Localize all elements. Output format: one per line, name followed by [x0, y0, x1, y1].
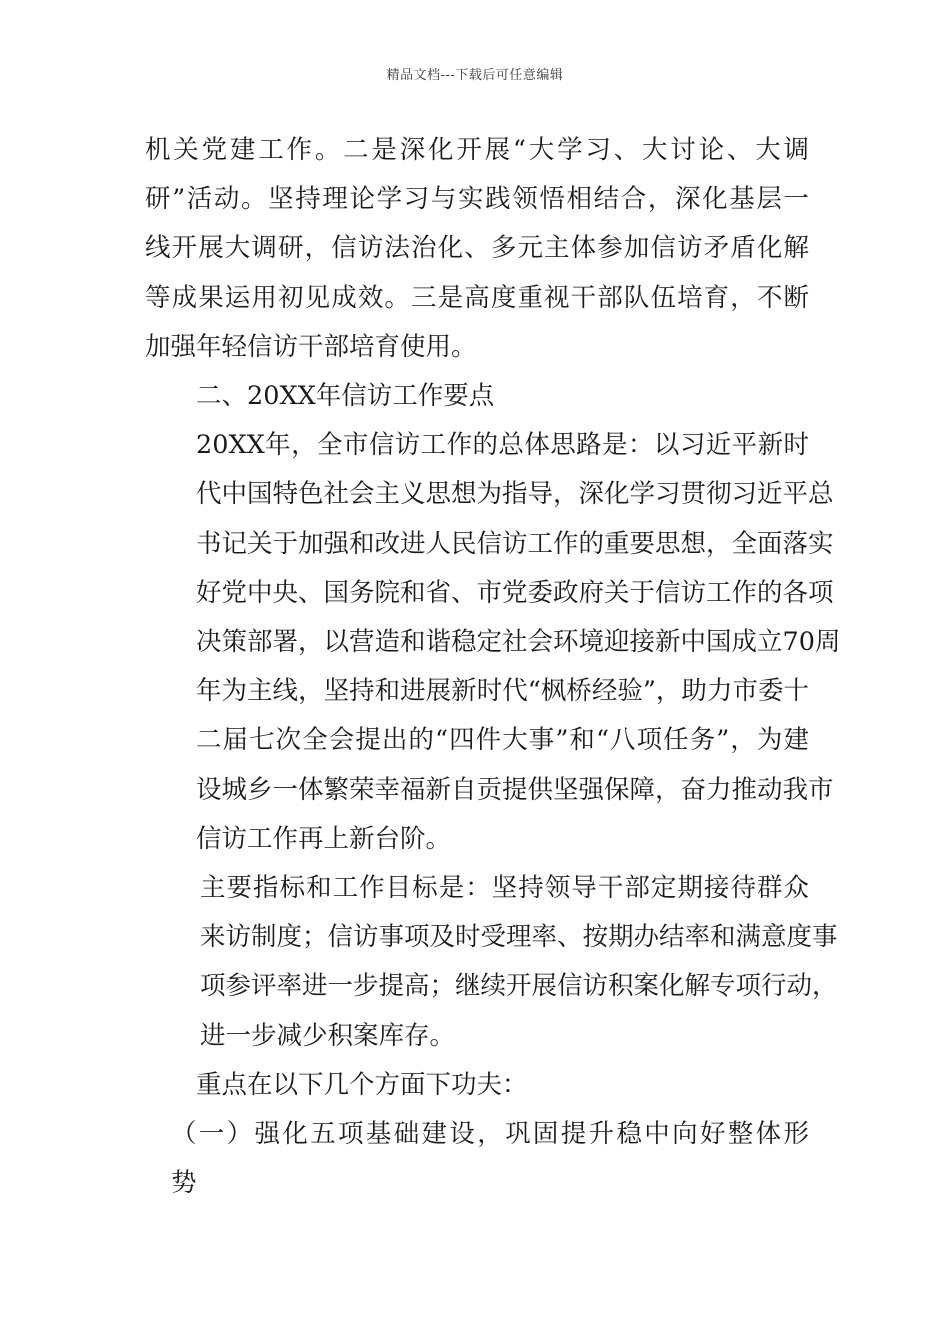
text-line: 进一步减少积案库存。 [200, 1020, 456, 1051]
paragraph [145, 1110, 809, 1208]
text-line: 年为主线，坚持和进展新时代“枫桥经验”，助力市委十 [196, 676, 809, 707]
text-line: 研”活动。坚持理论学习与实践领悟相结合，深化基层一 [145, 184, 809, 215]
text-line: 代中国特色社会主义思想为指导，深化学习贯彻习近平总 [196, 479, 834, 510]
text-line: 决策部署，以营造和谐稳定社会环境迎接新中国成立70周 [196, 627, 841, 658]
text-line: 二、20XX年信访工作要点 [196, 381, 495, 412]
page-header: 精品文档---下载后可任意编辑 [386, 68, 564, 83]
paragraph [145, 864, 838, 1061]
document-body [145, 126, 841, 1208]
text-line: 线开展大调研，信访法治化、多元主体参加信访矛盾化解 [145, 233, 809, 264]
text-line: 主要指标和工作目标是：坚持领导干部定期接待群众 [200, 873, 809, 904]
text-line: 信访工作再上新台阶。 [196, 823, 452, 854]
text-line: 书记关于加强和改进人民信访工作的重要思想，全面落实 [196, 528, 834, 559]
text-line: 设城乡一体繁荣幸福新自贡提供坚强保障，奋力推动我市 [196, 774, 834, 805]
paragraph [145, 126, 809, 372]
text-line: 机关党建工作。二是深化开展“大学习、大讨论、大调 [145, 135, 809, 165]
text-line: （一）强化五项基础建设，巩固提升稳中向好整体形 [171, 1119, 809, 1150]
text-line: 项参评率进一步提高；继续开展信访积案化解专项行动， [200, 971, 838, 1002]
text-line: 好党中央、国务院和省、市党委政府关于信访工作的各项 [196, 577, 834, 608]
text-line: 重点在以下几个方面下功夫： [196, 1069, 528, 1100]
paragraph [145, 1061, 809, 1110]
paragraph [145, 372, 809, 421]
text-line: 等成果运用初见成效。三是高度重视干部队伍培育，不断 [145, 282, 809, 313]
text-line: 20XX年，全市信访工作的总体思路是：以习近平新时 [196, 430, 809, 461]
text-line: 来访制度；信访事项及时受理率、按期办结率和满意度事 [200, 922, 838, 953]
text-line: 势 [171, 1168, 197, 1199]
text-line: 加强年轻信访干部培育使用。 [145, 331, 477, 362]
paragraph [145, 421, 841, 864]
text-line: 二届七次全会提出的“四件大事”和“八项任务”，为建 [196, 725, 809, 756]
